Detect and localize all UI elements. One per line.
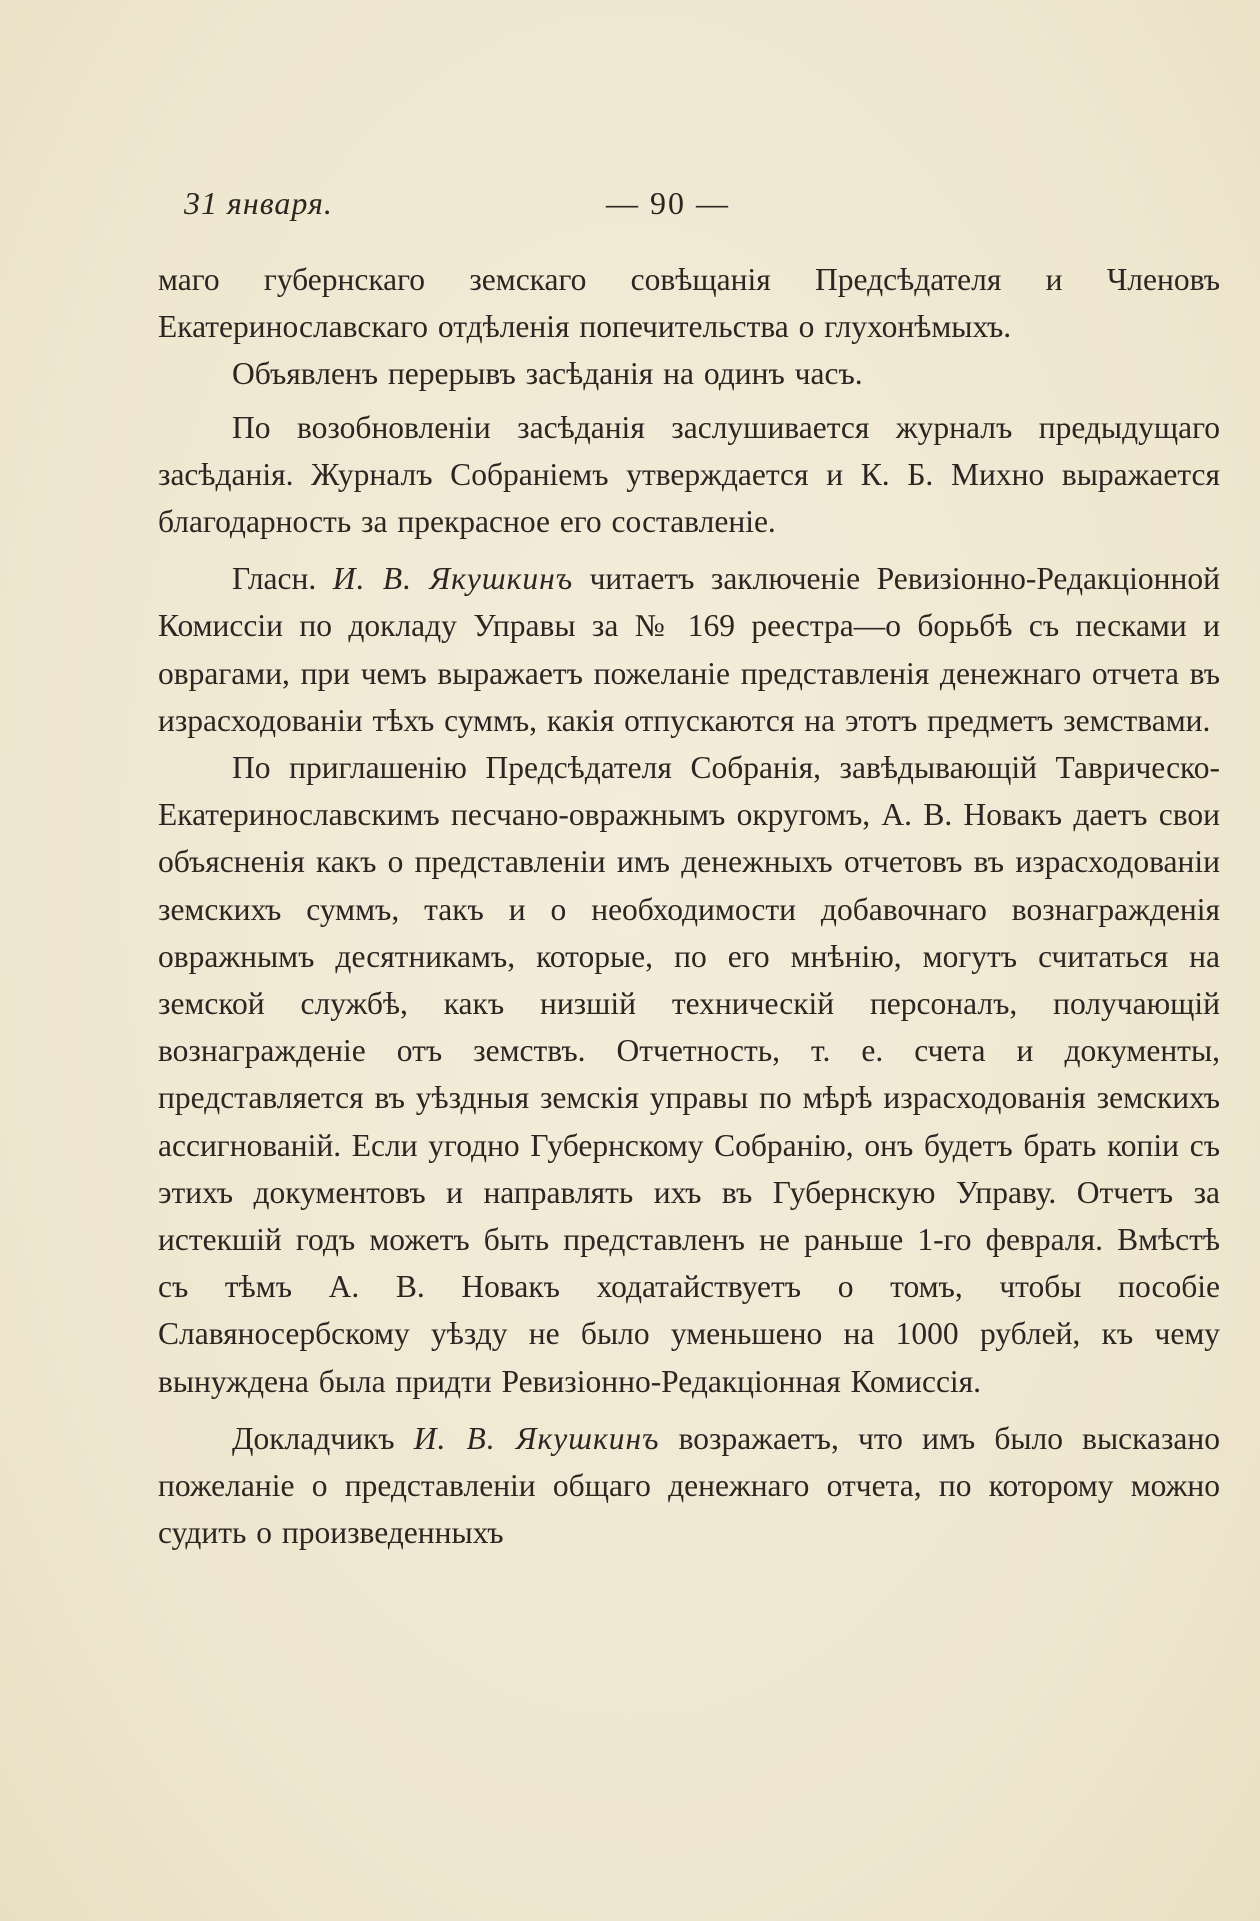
paragraph-journal [158,404,1220,546]
paragraph-text: По приглашенію Предсѣдателя Собранія, завѣдывающій Таврическо-Екатеринославскимъ песчано-овражнымъ округомъ, А. В. Новакъ даетъ свои объясненія какъ о представленіи имъ денежныхъ отчетовъ въ израсходованіи земскихъ суммъ, такъ и о необходимости добавочнаго вознагражденія овражнымъ десятникамъ, которые, по его мнѣнію, могутъ считаться на земской службѣ, какъ низшій техническій персоналъ, получающій вознагражденіе отъ земствъ. Отчетность, т. е. счета и документы, представляется въ уѣздныя земскія управы по мѣрѣ израсходованія земскихъ ассигнованій. Если угодно Губернскому Собранію, онъ будетъ брать копіи съ этихъ документовъ и направлять ихъ въ Губернскую Управу. Отчетъ за истекшій годъ можетъ быть представленъ не раньше 1-го февраля. Вмѣстѣ съ тѣмъ А. В. Новакъ ходатайствуетъ о томъ, чтобы пособіе Славяносербскому уѣзду не было уменьшено на 1000 рублей, къ чему вынуждена была придти Ревизіонно-Редакціонная Комиссія. [158,750,1220,1399]
paragraph-rapporteur-reply [158,1415,1220,1557]
paragraph-continuation [158,256,1220,350]
paragraph-text: По возобновленіи засѣданія заслушивается журналъ предыдущаго засѣданія. Журналъ Собраніемъ утверждается и К. Б. Михно выражается благодарность за прекрасное его составленіе. [158,409,1220,540]
paragraph-lead: Гласн. [232,561,333,597]
paragraph-recess [158,350,1220,397]
paragraph-text: возражаетъ, что имъ было высказано пожеланіе о представленіи общаго денежнаго отчета, по которому можно судить о произведенныхъ [158,1420,1220,1551]
speaker-name: И. В. Якушкинъ [332,561,574,597]
body-text [158,256,1220,1556]
paragraph-text: Объявленъ перерывъ засѣданія на одинъ часъ. [232,356,863,392]
header-date: 31 января. [184,185,333,221]
paragraph-commission-report [158,555,1220,744]
page-number: — 90 — [606,185,730,221]
paragraph-text: читаетъ заключеніе Ревизіонно-Редакціонной Комиссіи по докладу Управы за № 169 реестра—о борьбѣ съ песками и оврагами, при чемъ выражаетъ пожеланіе представленія денежнаго отчета въ израсходованіи тѣхъ суммъ, какія отпускаются на этотъ предметъ земствами. [158,561,1220,738]
paragraph-novak-explanation [158,744,1220,1405]
page-header [158,178,1098,228]
speaker-name: И. В. Якушкинъ [413,1420,660,1456]
paragraph-text: маго губернскаго земскаго совѣщанія Предсѣдателя и Членовъ Екатеринославскаго отдѣленія попечительства о глухонѣмыхъ. [158,262,1220,345]
paragraph-lead: Докладчикъ [232,1420,414,1456]
